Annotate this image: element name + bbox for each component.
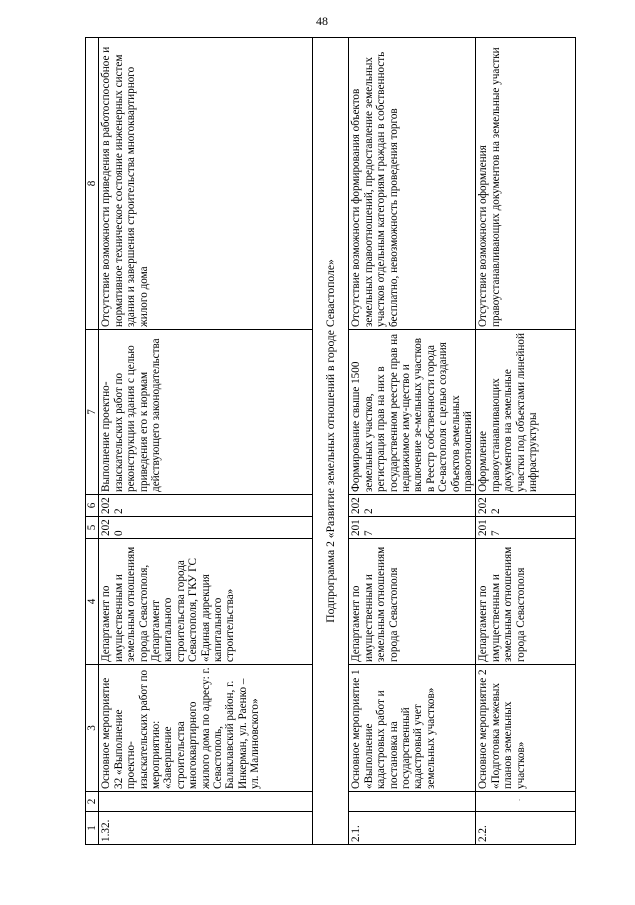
row-col2 [99, 792, 313, 812]
row-end-year: 2022 [99, 495, 313, 517]
row-number: 2.2. [476, 812, 576, 845]
row-executor: Департамент по имущественным и земельным отношениям города Севастополя, Департамент капитального строительства города Севастополя, ГКУ ГС «Единая дирекция капитального строительства» [99, 539, 313, 665]
row-consequences: Отсутствие возможности оформления правоустанавливающих документов на земельные участки [476, 38, 576, 330]
table-row [349, 38, 476, 845]
table-row [476, 38, 576, 845]
header-cell-1: 1 [86, 812, 99, 845]
row-start-year: 2020 [99, 517, 313, 539]
page-number: 48 [316, 14, 328, 28]
row-col2 [476, 792, 576, 812]
row-expected-result: Выполнение проектно-изыскательских работ по реконструкции здания с целью приведения его к нормам действующего законодательства [99, 330, 313, 495]
header-row [86, 38, 99, 845]
header-cell-4: 4 [86, 539, 99, 665]
header-cell-6: 6 [86, 495, 99, 517]
row-end-year: 2022 [349, 495, 476, 517]
row-consequences: Отсутствие возможности формирования объектов земельных правоотношений, предоставление земельных участков отдельным категориям граждан в собственность бесплатно, невозможность проведения торгов [349, 38, 476, 330]
row-expected-result: Оформление правоустанавливающих документов на земельные участки под объектами линейной инфраструктуры [476, 330, 576, 495]
header-cell-5: 5 [86, 517, 99, 539]
header-cell-7: 7 [86, 330, 99, 495]
header-cell-8: 8 [86, 38, 99, 330]
row-event: Основное мероприятие 32 «Выполнение проектно-изыскательских работ по мероприятию: «Завершение строительства многоквартирного жилого дома по адресу: г. Севастополь, Балаклавский район, г. Инкерман, ул. Раенко – ул. Малиновского» [99, 665, 313, 792]
rotated-table-container [85, 38, 575, 845]
row-expected-result: Формирование свыше 1500 земельных участков, регистрация прав на них в государственном реестре прав на недвижимое иму-щество и включение зе-мельных участков в Реестр собственности города Се-вастополя с целью создания объектов земельных правоотношений [349, 330, 476, 495]
header-cell-2: 2 [86, 792, 99, 812]
program-table [85, 37, 576, 845]
row-number: 2.1. [349, 812, 476, 845]
row-col2 [349, 792, 476, 812]
header-cell-3: 3 [86, 665, 99, 792]
row-consequences: Отсутствие возможности приведения в работоспособное и нормативное техническое состояние инженерных систем здания и завершения строительства многоквартирного жилого дома [99, 38, 313, 330]
row-number: 1.32. [99, 812, 313, 845]
row-end-year: 2022 [476, 495, 576, 517]
table-row [99, 38, 313, 845]
row-executor: Департамент по имущественным и земельным отношениям города Севастополя [476, 539, 576, 665]
stray-mark: · [518, 795, 521, 805]
row-start-year: 2017 [476, 517, 576, 539]
row-start-year: 2017 [349, 517, 476, 539]
subprogram-title: Подпрограмма 2 «Развитие земельных отношений в городе Севастополе» [313, 38, 349, 845]
row-executor: Департамент по имущественным и земельным отношениям города Севастополя [349, 539, 476, 665]
subprogram-row [313, 38, 349, 845]
row-event: Основное мероприятие 1 «Выполнение кадастровых работ и постановка на государственный кадастровый учет земельных участков» [349, 665, 476, 792]
row-event: Основное мероприятие 2 «Подготовка межевых планов земельных участков» [476, 665, 576, 792]
